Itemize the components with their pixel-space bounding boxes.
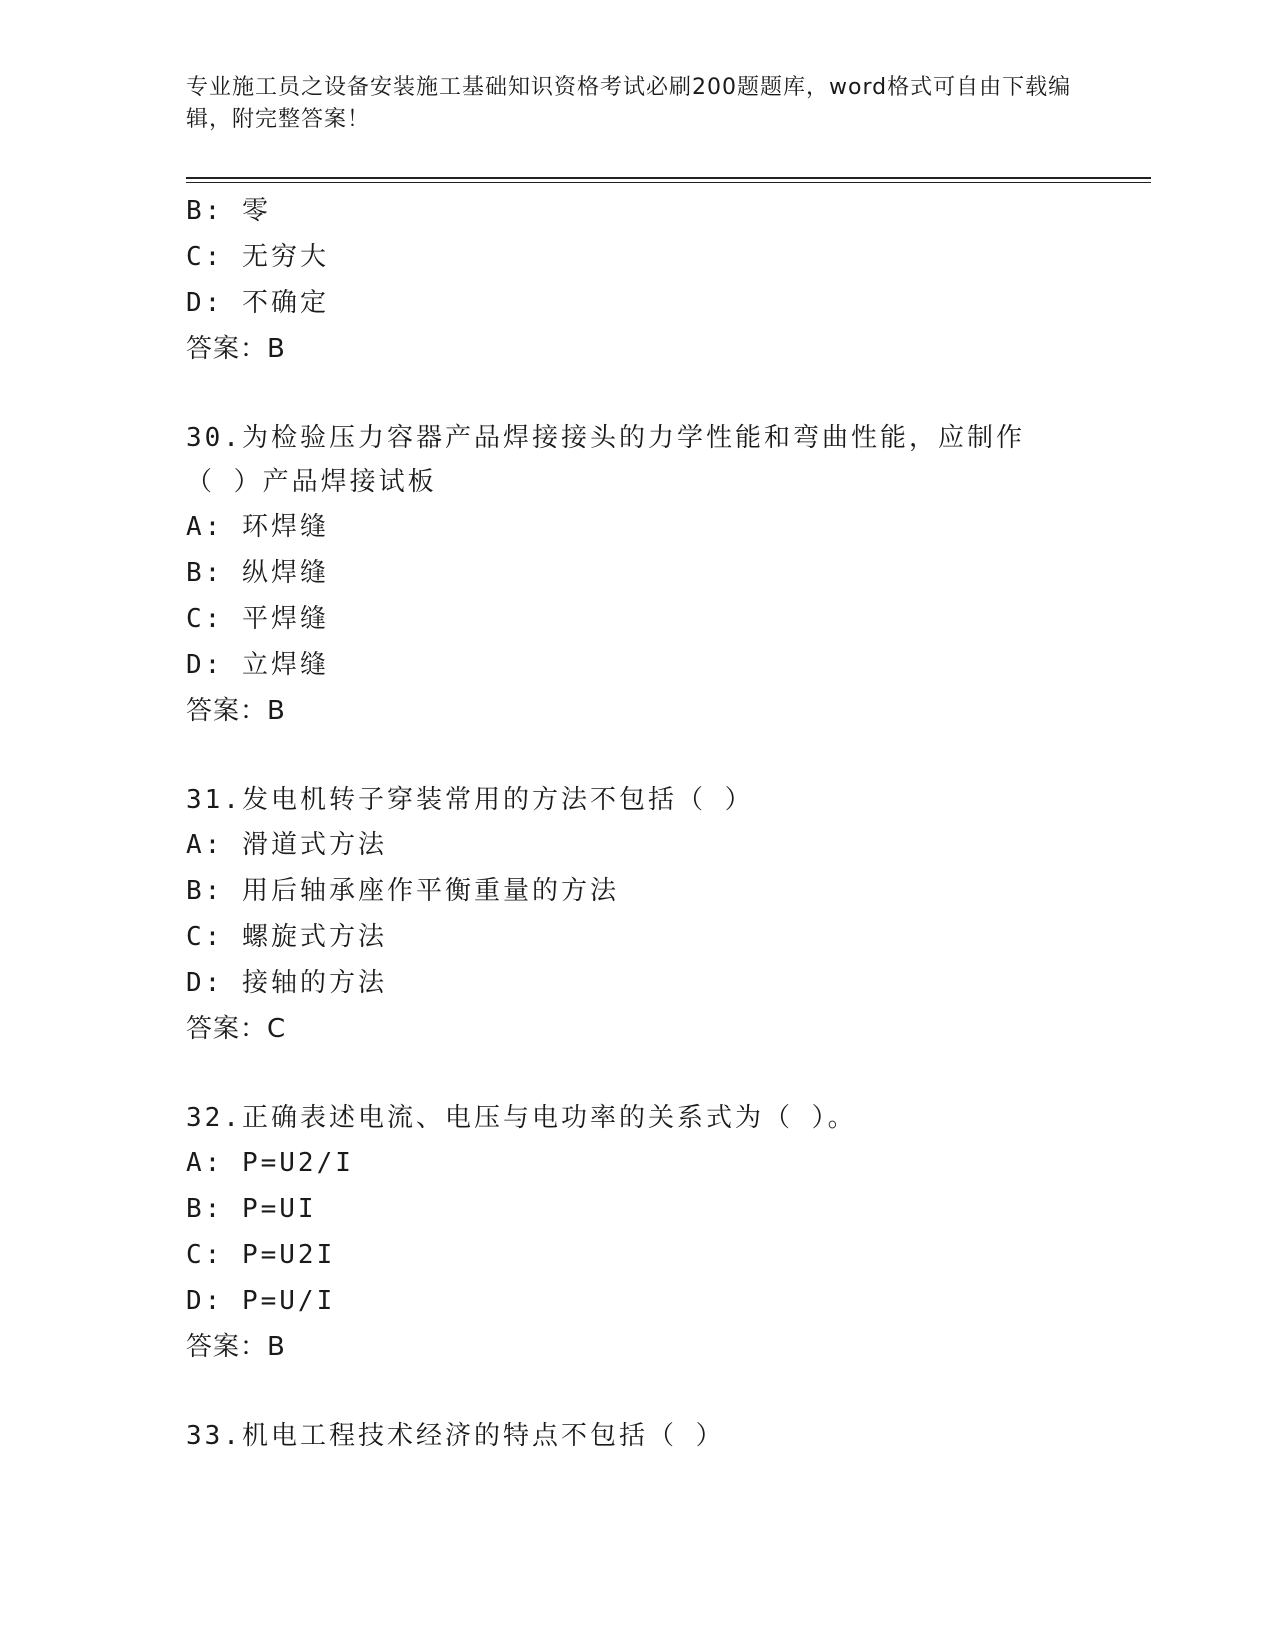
answer-line: 答案：C <box>186 1014 287 1044</box>
option-a: A: 环焊缝 <box>186 512 329 542</box>
option-a: A: 滑道式方法 <box>186 830 387 860</box>
option-d: D: 不确定 <box>186 288 329 318</box>
option-d: D: P=U/I <box>186 1286 336 1316</box>
question-30 <box>186 416 1146 734</box>
answer-line: 答案：B <box>186 696 286 726</box>
option-c: C: 平焊缝 <box>186 604 329 634</box>
question-text: 30.为检验压力容器产品焊接接头的力学性能和弯曲性能，应制作（ ）产品焊接试板 <box>186 423 1025 497</box>
document-title: 专业施工员之设备安装施工基础知识资格考试必刷200题题库，word格式可自由下载编辑，附完整答案！ <box>186 75 1072 132</box>
option-b: B: 用后轴承座作平衡重量的方法 <box>186 876 619 906</box>
option-b: B: P=UI <box>186 1194 317 1224</box>
option-a: A: P=U2/I <box>186 1148 354 1178</box>
spacer <box>186 1052 1146 1096</box>
option-b: B: 纵焊缝 <box>186 558 329 588</box>
answer-line: 答案：B <box>186 1332 286 1362</box>
question-32 <box>186 1096 1146 1370</box>
option-d: D: 立焊缝 <box>186 650 329 680</box>
spacer <box>186 734 1146 778</box>
question-text: 33.机电工程技术经济的特点不包括（ ） <box>186 1421 725 1451</box>
question-31 <box>186 778 1146 1052</box>
question-content <box>186 188 1146 1458</box>
spacer <box>186 1370 1146 1414</box>
continued-question-block <box>186 188 1146 372</box>
option-c: C: 无穷大 <box>186 242 329 272</box>
option-b: B: 零 <box>186 196 271 226</box>
header-divider <box>186 177 1151 179</box>
question-33 <box>186 1414 1146 1458</box>
option-c: C: P=U2I <box>186 1240 336 1270</box>
answer-line: 答案：B <box>186 334 286 364</box>
page-header <box>186 72 1086 136</box>
question-text: 31.发电机转子穿装常用的方法不包括（ ） <box>186 785 754 815</box>
question-text: 32.正确表述电流、电压与电功率的关系式为（ ）。 <box>186 1103 857 1133</box>
option-d: D: 接轴的方法 <box>186 968 387 998</box>
spacer <box>186 372 1146 416</box>
option-c: C: 螺旋式方法 <box>186 922 387 952</box>
